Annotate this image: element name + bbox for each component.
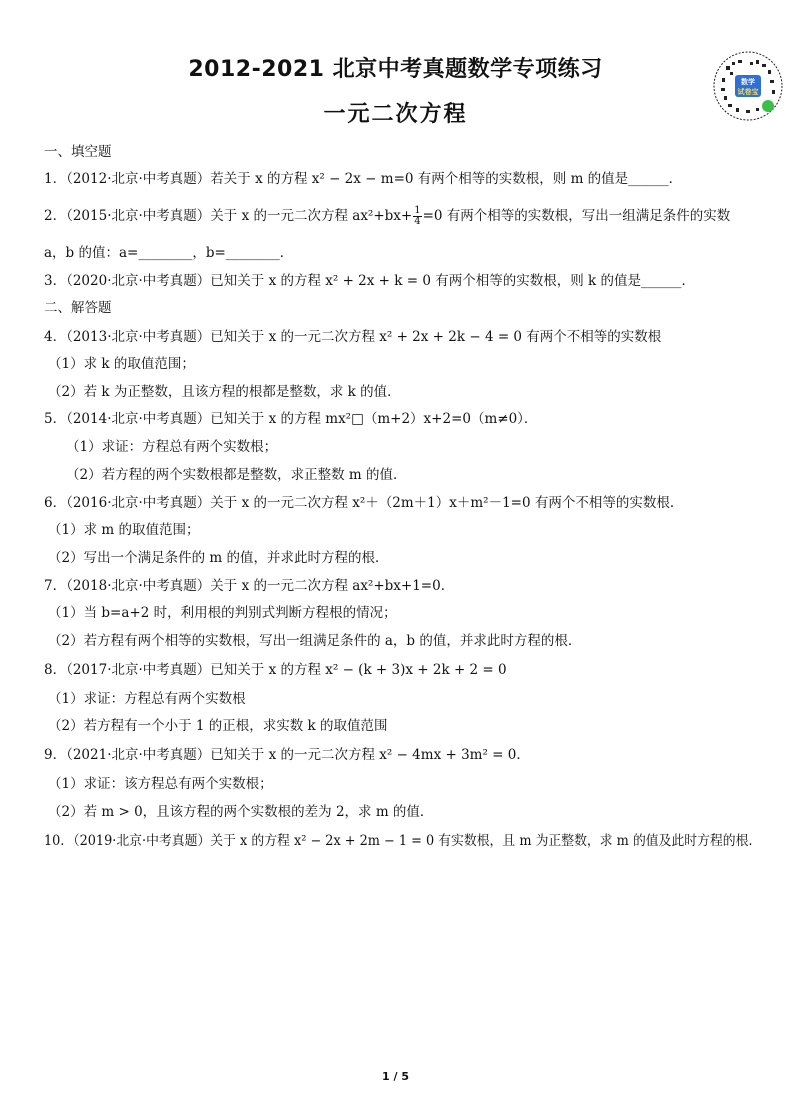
question-2-text-pre: 2．（2015·北京·中考真题）关于 x 的一元二次方程 ax²+bx+ bbox=[44, 208, 413, 224]
question-4: 4．（2013·北京·中考真题）已知关于 x 的一元二次方程 x² + 2x + 2k − 4 = 0 有两个不相等的实数根 bbox=[44, 329, 662, 345]
question-10: 10．（2019·北京·中考真题）关于 x 的方程 x² − 2x + 2m − 1 = 0 有实数根，且 m 为正整数，求 m 的值及此时方程的根． bbox=[44, 833, 762, 849]
question-8: 8．（2017·北京·中考真题）已知关于 x 的方程 x² − (k + 3)x + 2k + 2 = 0 bbox=[44, 662, 507, 678]
question-1: 1．（2012·北京·中考真题）若关于 x 的方程 x² − 2x − m=0 有两个相等的实数根，则 m 的值是______． bbox=[44, 171, 683, 187]
question-2 bbox=[44, 206, 730, 227]
question-6-part-1: （1）求 m 的取值范围； bbox=[48, 522, 200, 538]
question-9-part-2: （2）若 m > 0，且该方程的两个实数根的差为 2，求 m 的值． bbox=[48, 804, 434, 820]
question-6: 6．（2016·北京·中考真题）关于 x 的一元二次方程 x²＋（2m＋1）x＋m²－1=0 有两个不相等的实数根． bbox=[44, 495, 684, 511]
qr-label-bottom: 试卷宝 bbox=[737, 88, 759, 96]
question-2-continued: a，b 的值：a=________，b=________． bbox=[44, 245, 294, 261]
section-fill-blank: 一、填空题 bbox=[44, 144, 112, 160]
question-9-part-1: （1）求证：该方程总有两个实数根； bbox=[48, 776, 273, 792]
question-5-part-2: （2）若方程的两个实数根都是整数，求正整数 m 的值． bbox=[66, 467, 407, 483]
document-subtitle: 一元二次方程 bbox=[323, 102, 468, 127]
qr-label-top: 数学 bbox=[741, 78, 755, 86]
question-3: 3．（2020·北京·中考真题）已知关于 x 的方程 x² + 2x + k = 0 有两个相等的实数根，则 k 的值是______． bbox=[44, 273, 695, 289]
fraction-denominator: 4 bbox=[414, 216, 421, 227]
question-6-part-2: （2）写出一个满足条件的 m 的值，并求此时方程的根． bbox=[48, 550, 389, 566]
fraction-one-quarter bbox=[413, 206, 421, 227]
qr-code-logo bbox=[712, 50, 784, 122]
section-answer: 二、解答题 bbox=[44, 300, 112, 316]
question-5-part-1: （1）求证：方程总有两个实数根； bbox=[66, 439, 278, 455]
question-7: 7．（2018·北京·中考真题）关于 x 的一元二次方程 ax²+bx+1=0． bbox=[44, 578, 455, 594]
document-title: 2012-2021 北京中考真题数学专项练习 bbox=[188, 57, 603, 82]
page-number: 1 / 5 bbox=[382, 1070, 409, 1083]
question-7-part-1: （1）当 b=a+2 时，利用根的判别式判断方程根的情况； bbox=[48, 605, 397, 621]
question-7-part-2: （2）若方程有两个相等的实数根，写出一组满足条件的 a，b 的值，并求此时方程的根． bbox=[48, 633, 582, 649]
question-2-text-post: =0 有两个相等的实数根，写出一组满足条件的实数 bbox=[422, 208, 731, 224]
question-8-part-1: （1）求证：方程总有两个实数根 bbox=[48, 691, 246, 707]
question-4-part-1: （1）求 k 的取值范围； bbox=[48, 356, 195, 372]
question-8-part-2: （2）若方程有一个小于 1 的正根，求实数 k 的取值范围 bbox=[48, 718, 388, 734]
fraction-numerator: 1 bbox=[414, 205, 421, 216]
question-4-part-2: （2）若 k 为正整数，且该方程的根都是整数，求 k 的值． bbox=[48, 384, 401, 400]
question-9: 9．（2021·北京·中考真题）已知关于 x 的一元二次方程 x² − 4mx + 3m² = 0． bbox=[44, 747, 530, 763]
question-5: 5．（2014·北京·中考真题）已知关于 x 的方程 mx²□（m+2）x+2=0（m≠0）． bbox=[44, 411, 538, 427]
